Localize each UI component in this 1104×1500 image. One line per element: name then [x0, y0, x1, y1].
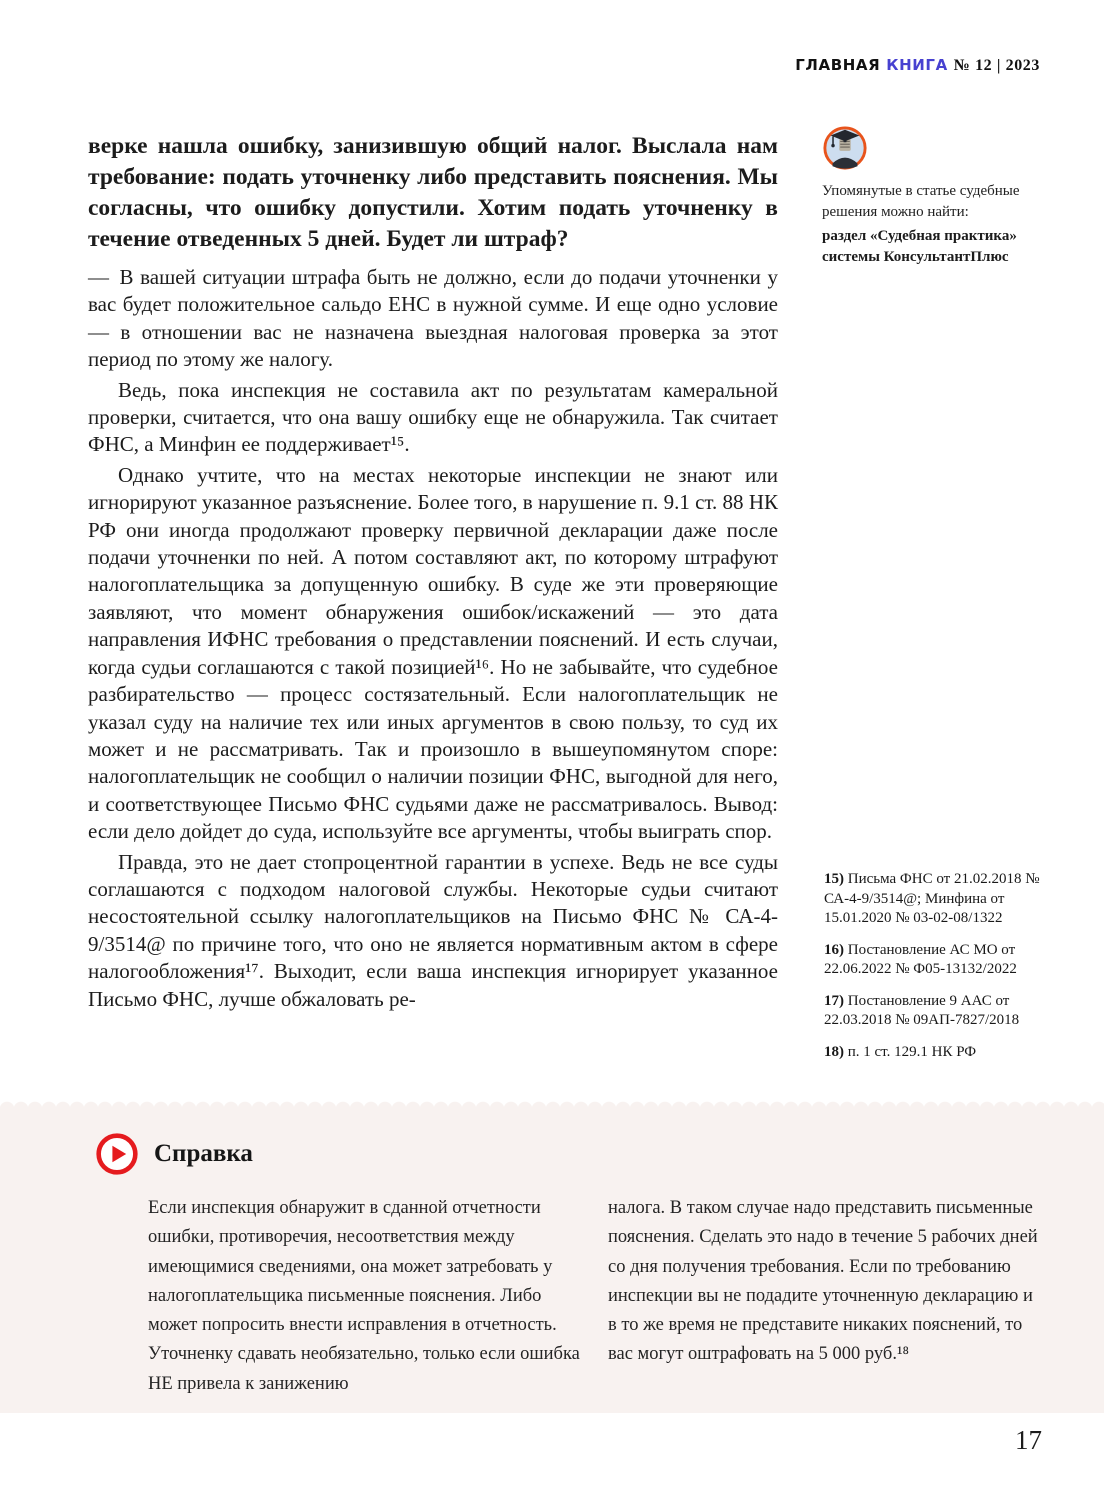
footnote-item: [824, 870, 1052, 929]
magazine-header: [795, 56, 1040, 75]
reference-header: [95, 1132, 253, 1176]
sidebar-note-text: Упомянутые в статье судебные решения можно найти:: [822, 183, 1020, 220]
page-number: 17: [1015, 1425, 1042, 1455]
footnote-item: [824, 941, 1052, 980]
brand-main: ГЛАВНАЯ: [795, 56, 881, 74]
reference-column-right: налога. В таком случае надо представить письменные пояснения. Сделать это надо в течение 5 рабочих дней со дня получения требования. Если по требованию инспекции вы не подадите уточненную декларацию и в то же время не представите никаких пояснений, то вас могут оштрафовать на 5 000 руб.¹⁸: [608, 1198, 1038, 1365]
footnote-text: Письма ФНС от 21.02.2018 № СА-4-9/3514@; Минфина от 15.01.2020 № 03-02-08/1322: [824, 871, 1040, 926]
footnote-text: п. 1 ст. 129.1 НК РФ: [847, 1043, 977, 1060]
reference-title: Справка: [154, 1140, 253, 1167]
judge-icon: [822, 125, 868, 171]
play-icon: [95, 1132, 139, 1176]
footnote-number: 18): [824, 1043, 844, 1060]
sidebar-note: [822, 125, 1044, 267]
footnotes-block: [824, 870, 1052, 1074]
footnote-number: 15): [824, 871, 844, 887]
article-column: [88, 131, 778, 1013]
brand-accent: КНИГА: [886, 56, 948, 74]
article-paragraph: Ведь, пока инспекция не составила акт по результатам камеральной проверки, считается, что она вашу ошибку еще не обнаружила. Так считает ФНС, а Минфин ее поддерживает¹⁵.: [88, 377, 778, 457]
article-paragraph: — В вашей ситуации штрафа быть не должно, если до подачи уточненки у вас будет положительное сальдо ЕНС в нужной сумме. И еще одно условие — в отношении вас не назначена выездная налоговая проверка за этот период по этому же налогу.: [88, 265, 778, 372]
footnote-number: 16): [824, 941, 844, 958]
reference-box: [0, 1108, 1104, 1413]
sidebar-note-reference: раздел «Судебная практика» системы КонсультантПлюс: [822, 228, 1017, 265]
footnote-text: Постановление АС МО от 22.06.2022 № Ф05-13132/2022: [824, 941, 1017, 977]
article-paragraph: Однако учтите, что на местах некоторые инспекции не знают или игнорируют указанное разъяснение. Более того, в нарушение п. 9.1 ст. 88 НК РФ они иногда продолжают проверку первичной декларации даже после подачи уточненки по ней. А потом составляют акт, по которому штрафуют налогоплательщика за допущенную ошибку. В суде же эти проверяющие заявляют, что момент обнаружения ошибок/искажений — это дата направления ИФНС требования о представлении пояснений. И есть случаи, когда судьи соглашаются с такой позицией¹⁶. Но не забывайте, что судебное разбирательство — процесс состязательный. Если налогоплательщик не указал суду на наличие тех или иных аргументов в свою пользу, то суд их может и не рассматривать. Так и произошло в вышеупомянутом споре: налогоплательщик не сообщил о наличии позиции ФНС, выгодной для него, и соответствующее Письмо ФНС судьями даже не рассматривалось. Вывод: если дело дойдет до суда, используйте все аргументы, чтобы выиграть спор.: [88, 462, 778, 844]
reader-question: верке нашла ошибку, занизившую общий налог. Выслала нам требование: подать уточненку либо представить пояснения. Мы согласны, что ошибку допустили. Хотим подать уточненку в течение отведенных 5 дней. Будет ли штраф?: [88, 133, 778, 252]
reference-column-left: Если инспекция обнаружит в сданной отчетности ошибки, противоречия, несоответствия между имеющимися сведениями, она может затребовать у налогоплательщика письменные пояснения. Либо может попросить внести исправления в отчетность. Уточненку сдавать необязательно, только если ошибка НЕ привела к занижению: [148, 1198, 580, 1394]
footnote-number: 17): [824, 992, 844, 1009]
footnote-item: [824, 992, 1052, 1031]
issue-number: № 12 | 2023: [953, 57, 1040, 74]
article-paragraph: Правда, это не дает стопроцентной гарантии в успехе. Ведь не все суды соглашаются с подходом налоговой службы. Некоторые судьи считают несостоятельной ссылку налогоплательщиков на Письмо ФНС № СА-4-9/3514@ по причине того, что оно не является нормативным актом в сфере налогообложения¹⁷. Выходит, если ваша инспекция игнорирует указанное Письмо ФНС, лучше обжаловать ре-: [88, 849, 778, 1011]
footnote-text: Постановление 9 ААС от 22.03.2018 № 09АП-7827/2018: [824, 992, 1020, 1028]
footnote-item: [824, 1043, 1052, 1063]
